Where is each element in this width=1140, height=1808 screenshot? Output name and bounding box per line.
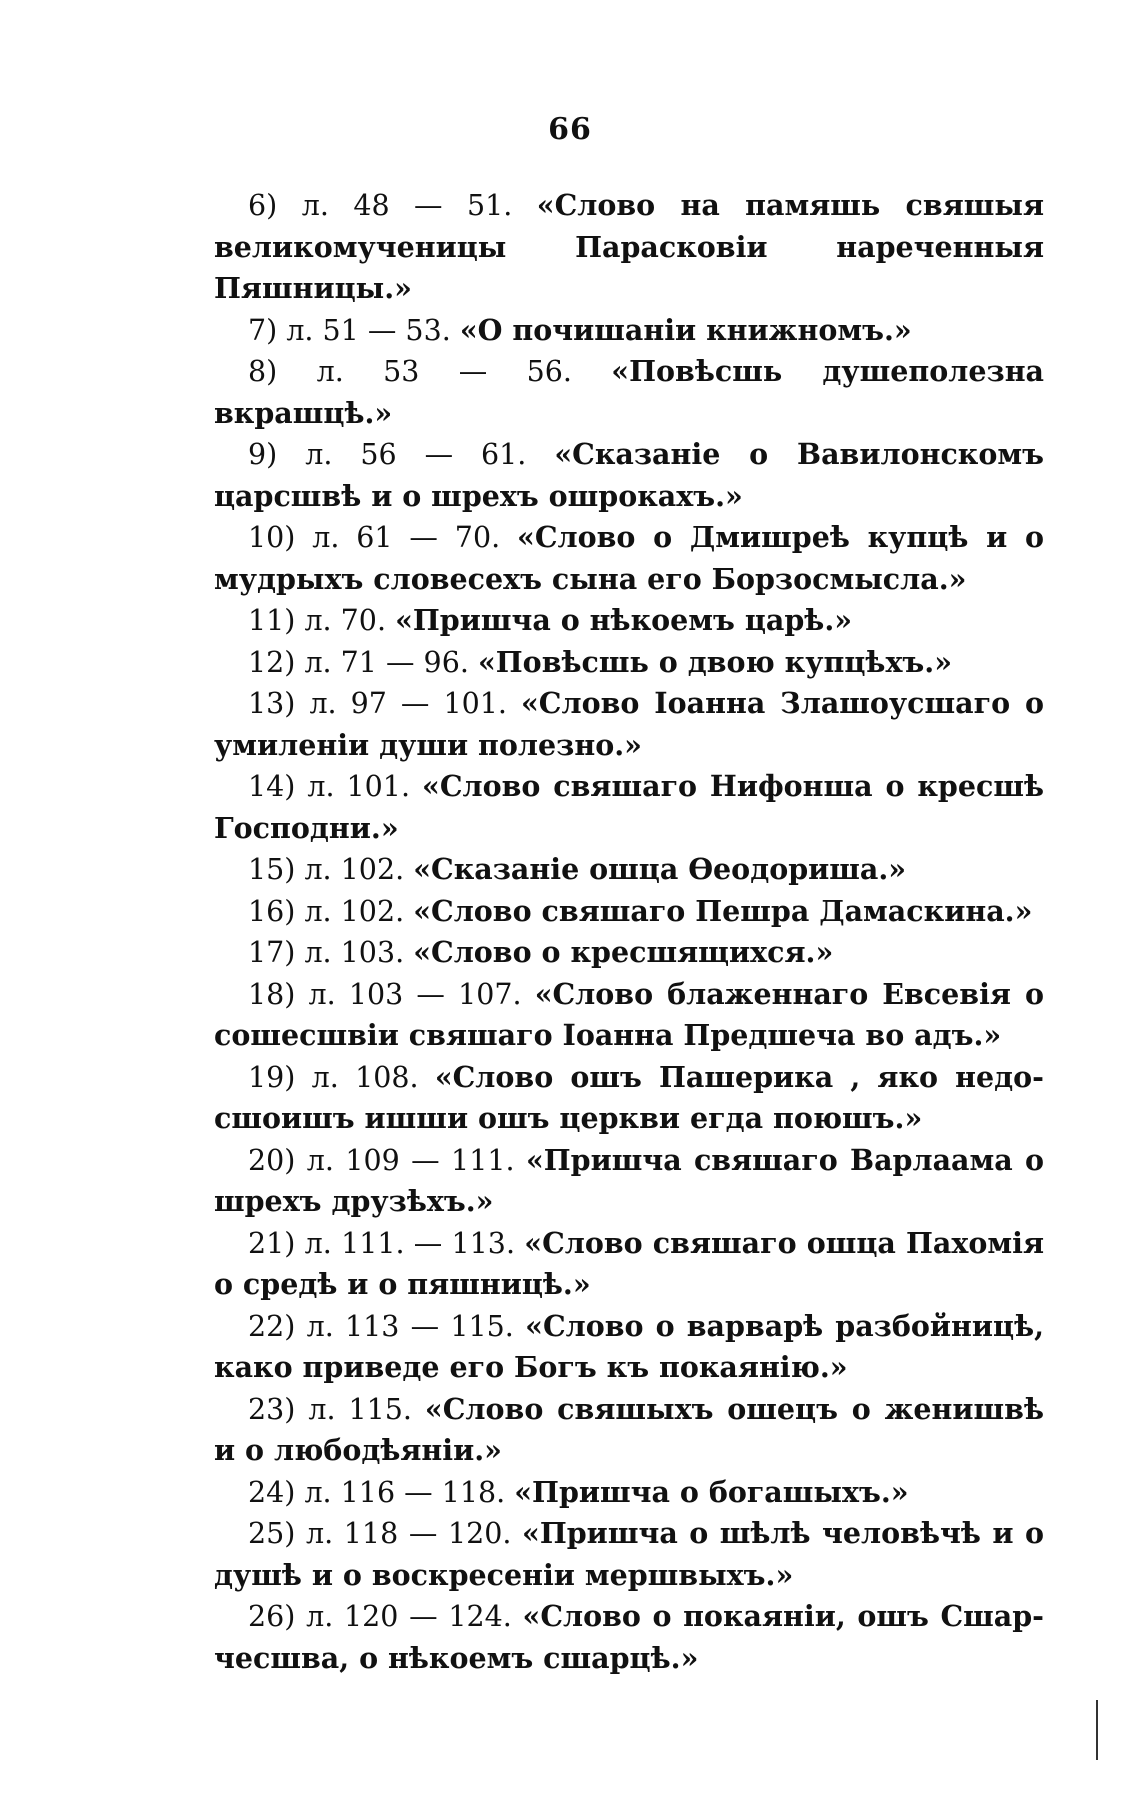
- entry-title: «Слово свяшаго Пешра Дамаскина.»: [413, 893, 1033, 928]
- manuscript-entry: [214, 1306, 1044, 1389]
- manuscript-entry: [214, 932, 1044, 974]
- manuscript-entry: [214, 1596, 1044, 1679]
- entry-title: «Слово на памяшь свяшыя великомученицы Парасковіи нареченныя Пяшницы.»: [214, 188, 1044, 305]
- entry-title: «Слово о Дмишреѣ купцѣ и о мудрыхъ словесехъ сына его Борзосмысла.»: [214, 520, 1044, 596]
- entry-title: «Сказаніе ошца Ѳеодориша.»: [413, 852, 907, 886]
- entry-folio: л. 51 — 53.: [286, 313, 451, 347]
- entry-number: 21): [248, 1226, 296, 1260]
- entry-title: «Слово свяшаго Нифонша о кресшѣ Господни.»: [214, 769, 1045, 845]
- entry-folio: л. 53 — 56.: [316, 355, 572, 388]
- entry-folio: л. 102.: [304, 853, 405, 886]
- entry-folio: л. 102.: [304, 894, 405, 928]
- entry-number: 15): [248, 853, 296, 886]
- entry-number: 10): [248, 521, 296, 554]
- entry-title: «Слово ошъ Пашерика , яко недосшоишъ ишши ошъ церкви егда поюшъ.»: [214, 1059, 1044, 1135]
- entry-number: 26): [248, 1600, 296, 1633]
- manuscript-entry: [214, 1513, 1044, 1596]
- entry-title: «Слово свяшаго ошца Пахомія о средѣ и о пяшницѣ.»: [214, 1225, 1045, 1301]
- entry-title: «Повѣсшь о двою купцѣхъ.»: [477, 644, 953, 679]
- manuscript-entry: [214, 434, 1044, 517]
- entry-folio: л. 48 — 51.: [301, 189, 513, 222]
- entry-folio: л. 101.: [307, 770, 410, 803]
- entry-folio: л. 118 — 120.: [306, 1517, 512, 1550]
- manuscript-entry: [214, 1057, 1044, 1140]
- entry-title: «Пришча о богашыхъ.»: [514, 1474, 909, 1509]
- entry-title: «Пришча о нѣкоемъ царѣ.»: [395, 603, 853, 637]
- manuscript-entry: [214, 1140, 1044, 1223]
- entry-number: 6): [248, 189, 278, 222]
- entry-number: 12): [248, 645, 296, 679]
- entry-title: «Слово о кресшящихся.»: [413, 935, 834, 969]
- entry-title: «Сказаніе о Вавилонскомъ царсшвѣ и о шрехъ ошрокахъ.»: [214, 437, 1045, 513]
- entry-folio: л. 108.: [311, 1060, 419, 1094]
- manuscript-entry: [214, 1389, 1044, 1472]
- manuscript-entry: [214, 683, 1044, 766]
- entry-number: 13): [248, 687, 296, 720]
- manuscript-entry: [214, 974, 1044, 1057]
- entry-number: 9): [248, 438, 278, 471]
- entry-number: 11): [248, 604, 296, 637]
- entry-number: 19): [248, 1060, 296, 1094]
- manuscript-entry: [214, 849, 1044, 891]
- manuscript-entry: [214, 1472, 1044, 1514]
- entry-number: 20): [248, 1143, 296, 1177]
- entry-folio: л. 70.: [304, 604, 387, 637]
- entry-folio: л. 97 — 101.: [309, 687, 507, 720]
- entry-title: «Повѣсшь душеполезна вкрашцѣ.»: [214, 354, 1045, 430]
- entry-title: «Слово о покаяніи, ошъ Сшарчесшва, о нѣкоемъ сшарцѣ.»: [214, 1599, 1044, 1675]
- entry-number: 14): [248, 770, 296, 803]
- entry-folio: л. 71 — 96.: [304, 645, 469, 679]
- entry-number: 18): [248, 977, 296, 1011]
- entry-folio: л. 103.: [304, 936, 405, 969]
- entry-number: 8): [248, 355, 278, 388]
- entry-folio: л. 115.: [308, 1392, 412, 1426]
- entry-number: 22): [248, 1309, 296, 1343]
- entry-folio: л. 109 — 111.: [306, 1143, 515, 1177]
- entry-title: «Слово блаженнаго Евсевія о сошесшвіи свяшаго Іоанна Предшеча во адъ.»: [214, 976, 1044, 1052]
- entry-number: 16): [248, 894, 296, 928]
- manuscript-entry: [214, 310, 1044, 352]
- entry-folio: л. 103 — 107.: [308, 977, 522, 1011]
- entry-folio: л. 56 — 61.: [305, 438, 527, 471]
- margin-mark: [1096, 1700, 1098, 1760]
- manuscript-entry: [214, 642, 1044, 684]
- entry-title: «Пришча свяшаго Варлаама о шрехъ друзѣхъ.»: [214, 1142, 1045, 1218]
- entry-folio: л. 111. — 113.: [304, 1226, 516, 1260]
- manuscript-entry: [214, 517, 1044, 600]
- entry-title: «О почишаніи книжномъ.»: [459, 312, 912, 347]
- entry-title: «Слово Іоанна Злашоусшаго о умиленіи души полезно.»: [214, 686, 1045, 762]
- entry-number: 7): [248, 313, 278, 347]
- entry-number: 25): [248, 1517, 296, 1550]
- manuscript-entry: [214, 891, 1044, 933]
- entry-folio: л. 120 — 124.: [306, 1600, 512, 1633]
- manuscript-entry: [214, 185, 1044, 310]
- entry-folio: л. 61 — 70.: [312, 521, 501, 554]
- entry-title: «Пришча о шѣлѣ человѣчѣ и о душѣ и о воскресеніи мершвыхъ.»: [214, 1516, 1044, 1592]
- entry-folio: л. 113 — 115.: [306, 1309, 514, 1343]
- entry-number: 24): [248, 1475, 296, 1509]
- entry-number: 17): [248, 936, 296, 969]
- entry-number: 23): [248, 1392, 296, 1426]
- manuscript-entry: [214, 600, 1044, 642]
- entry-title: «Слово о варварѣ разбойницѣ, како приведе его Богъ къ покаянію.»: [214, 1308, 1045, 1384]
- page-number: 66: [548, 112, 592, 147]
- manuscript-entry: [214, 351, 1044, 434]
- entry-title: «Слово свяшыхъ ошецъ о женишвѣ и о любодѣяніи.»: [214, 1391, 1044, 1467]
- entry-folio: л. 116 — 118.: [304, 1475, 506, 1509]
- manuscript-entry: [214, 1223, 1044, 1306]
- manuscript-entry-list: [214, 185, 1044, 1679]
- manuscript-entry: [214, 766, 1044, 849]
